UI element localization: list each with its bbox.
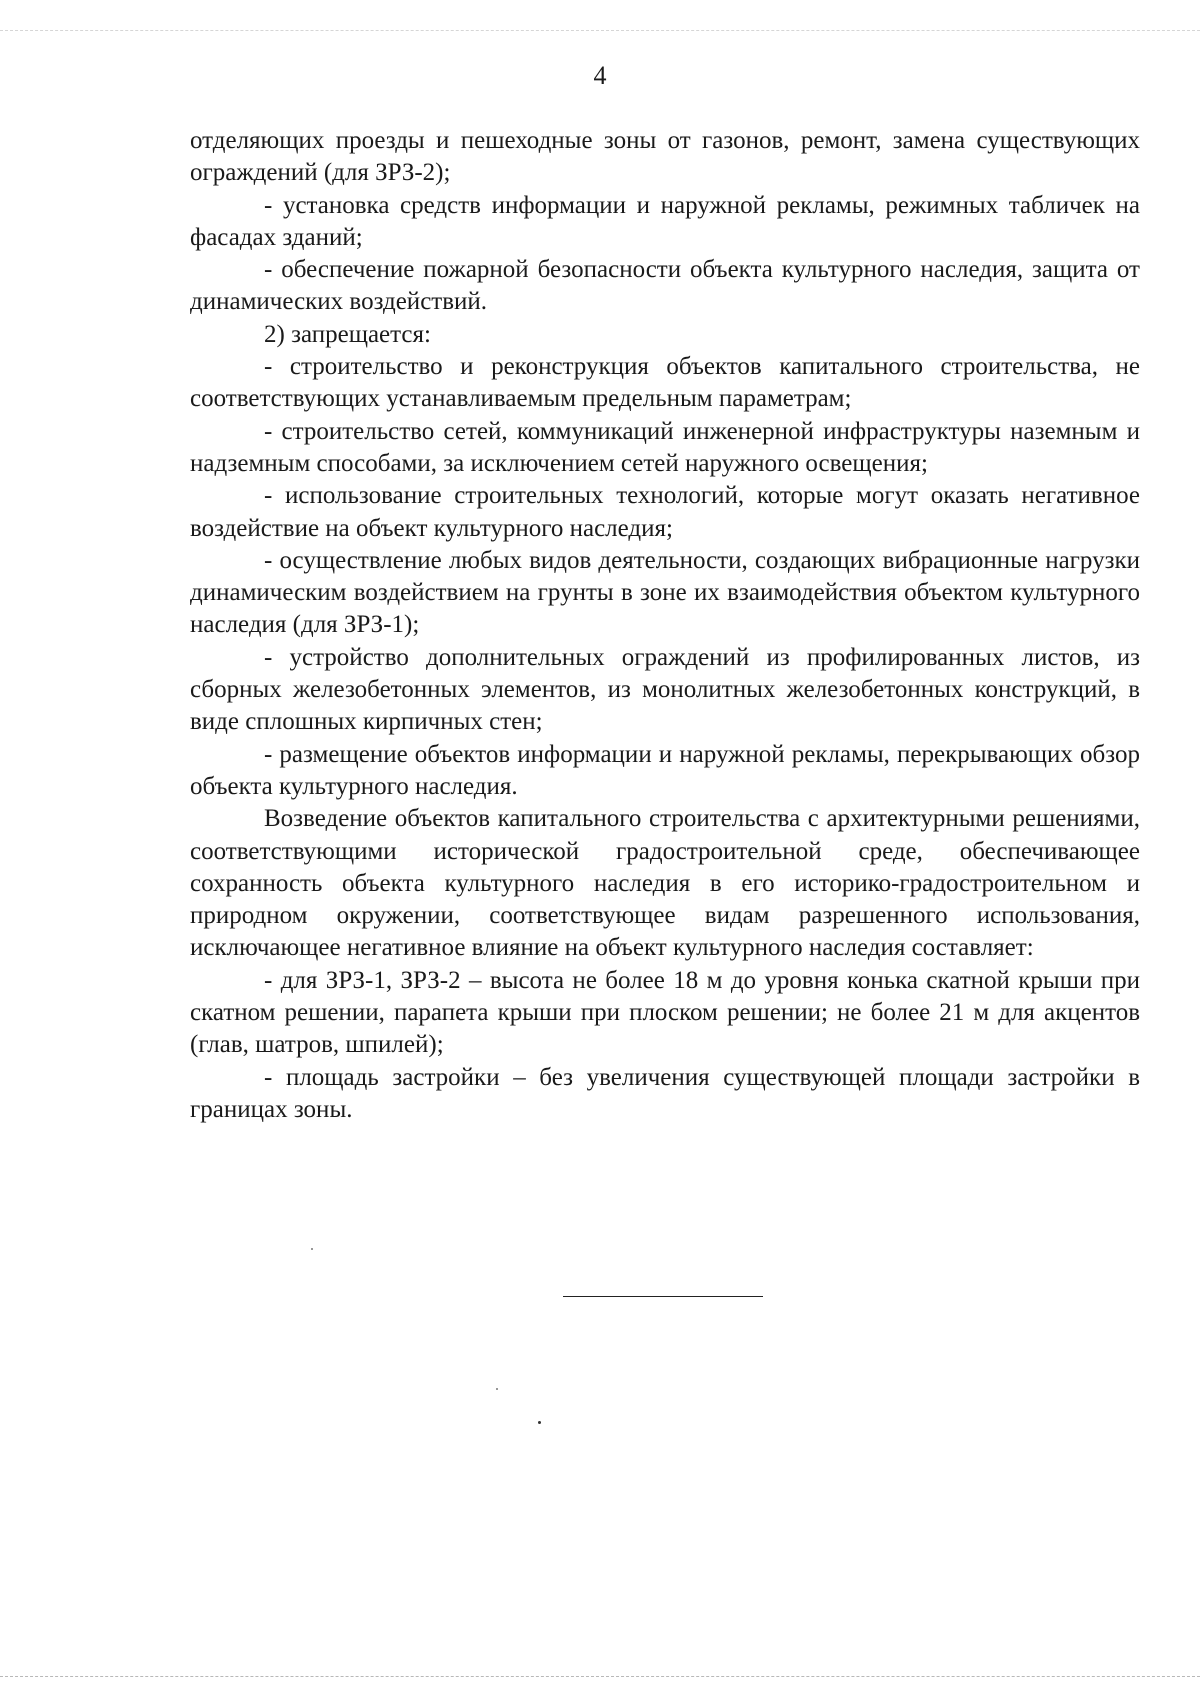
paragraph-technologies: - использование строительных технологий, которые могут оказать негативное воздействие на объект культурного наследия; <box>190 482 1140 542</box>
paragraph-height: - для ЗРЗ-1, ЗРЗ-2 – высота не более 18 м до уровня конька скатной крыши при скатном решении, парапета крыши при плоском решении; не более 21 м для акцентов (глав, шатров, шпилей); <box>190 966 1140 1059</box>
paragraph-placement: - размещение объектов информации и наружной рекламы, перекрывающих обзор объекта культурного наследия. <box>190 740 1140 800</box>
scan-edge-top <box>0 30 1200 32</box>
paragraph-fire-safety: - обеспечение пожарной безопасности объекта культурного наследия, защита от динамических воздействий. <box>190 256 1140 316</box>
paragraph-continued: отделяющих проезды и пешеходные зоны от газонов, ремонт, замена существующих ограждений (для ЗРЗ-2); <box>190 127 1140 187</box>
paragraph-area: - площадь застройки – без увеличения существующей площади застройки в границах зоны. <box>190 1063 1140 1123</box>
paragraph-construction: - строительство и реконструкция объектов капитального строительства, не соответствующих устанавливаемым предельным параметрам; <box>190 353 1140 413</box>
closing-rule <box>563 1296 763 1297</box>
paragraph-prohibited-heading: 2) запрещается: <box>264 320 431 348</box>
page-number: 4 <box>593 61 607 90</box>
paragraph-erection: Возведение объектов капитального строительства с архитектурными решениями, соответствующими исторической градостроительной среде, обеспечивающее сохранность объекта культурного наследия в его историко-градостроительном и природном окружении, соответствующее видам разрешенного использования, исключающее негативное влияние на объект культурного наследия составляет: <box>190 805 1140 962</box>
scan-speck <box>496 1388 498 1390</box>
scan-speck <box>538 1421 541 1424</box>
document-body <box>190 125 1140 1126</box>
scan-speck <box>311 1248 313 1250</box>
paragraph-advertising: - установка средств информации и наружной рекламы, режимных табличек на фасадах зданий; <box>190 191 1140 251</box>
scan-edge-bottom <box>0 1676 1200 1678</box>
paragraph-networks: - строительство сетей, коммуникаций инженерной инфраструктуры наземным и надземным способами, за исключением сетей наружного освещения; <box>190 417 1140 477</box>
paragraph-fences: - устройство дополнительных ограждений из профилированных листов, из сборных железобетонных элементов, из монолитных железобетонных конструкций, в виде сплошных кирпичных стен; <box>190 643 1140 736</box>
paragraph-vibration: - осуществление любых видов деятельности, создающих вибрационные нагрузки динамическим воздействием на грунты в зоне их взаимодействия объектом культурного наследия (для ЗРЗ-1); <box>190 546 1140 639</box>
